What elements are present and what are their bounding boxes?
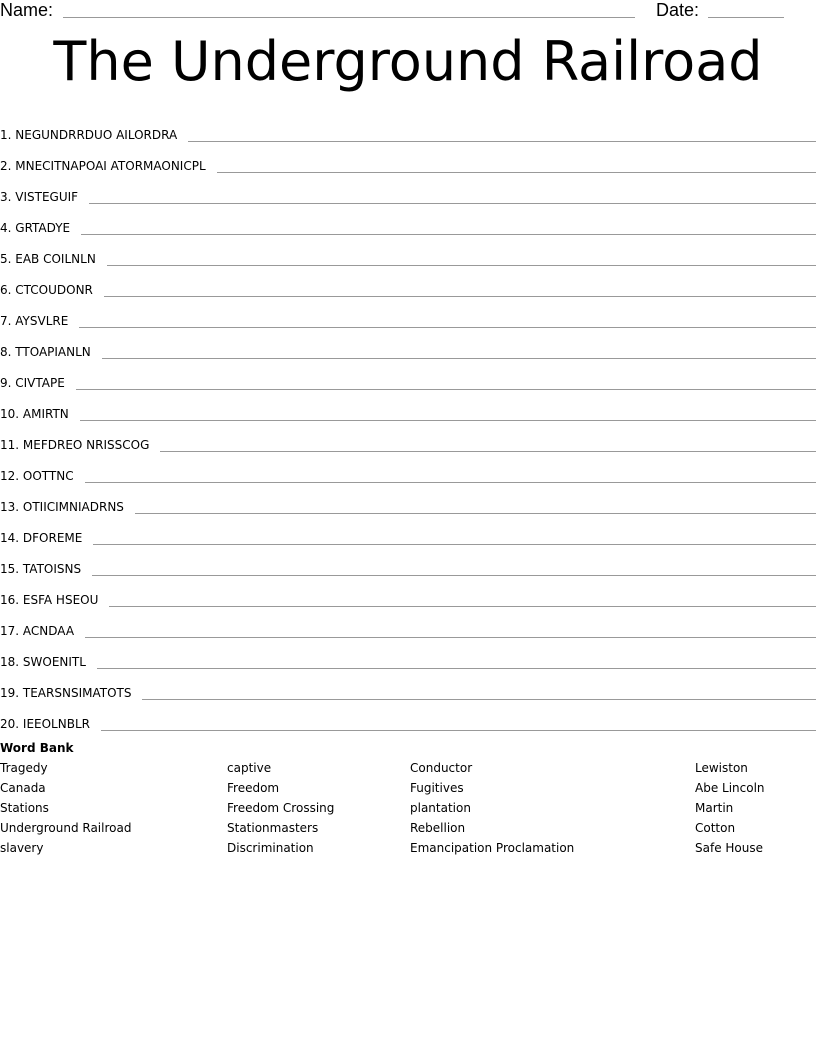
date-label: Date:	[656, 0, 700, 20]
question-row	[0, 267, 816, 298]
question-row	[0, 298, 816, 329]
scrambled-word: 18. SWOENITL	[0, 655, 86, 669]
answer-line[interactable]	[85, 481, 816, 483]
question-row	[0, 205, 816, 236]
answer-line[interactable]	[81, 233, 816, 235]
scrambled-word: 5. EAB COILNLN	[0, 252, 96, 266]
question-row	[0, 236, 816, 267]
word-bank-item: Emancipation Proclamation	[410, 841, 575, 855]
question-list	[0, 112, 816, 732]
answer-line[interactable]	[76, 388, 816, 390]
question-row	[0, 453, 816, 484]
question-row	[0, 639, 816, 670]
header-row	[0, 0, 816, 22]
scrambled-word: 12. OOTTNC	[0, 469, 74, 483]
answer-line[interactable]	[142, 698, 816, 700]
scrambled-word: 1. NEGUNDRRDUO AILORDRA	[0, 128, 178, 142]
answer-line[interactable]	[135, 512, 816, 514]
scrambled-word: 19. TEARSNSIMATOTS	[0, 686, 132, 700]
word-bank-item: Safe House	[695, 841, 763, 855]
answer-line[interactable]	[79, 326, 816, 328]
word-bank-item: slavery	[0, 841, 44, 855]
question-row	[0, 515, 816, 546]
scrambled-word: 15. TATOISNS	[0, 562, 82, 576]
word-bank-item: Freedom Crossing	[227, 801, 335, 815]
question-row	[0, 143, 816, 174]
word-bank-title: Word Bank	[0, 741, 74, 755]
word-bank-item: Rebellion	[410, 821, 466, 835]
word-bank-column	[695, 760, 765, 860]
word-bank-item: captive	[227, 761, 272, 775]
scrambled-word: 10. AMIRTN	[0, 407, 69, 421]
question-row	[0, 422, 816, 453]
word-bank-item: Lewiston	[695, 761, 748, 775]
scrambled-word: 9. CIVTAPE	[0, 376, 65, 390]
answer-line[interactable]	[93, 543, 816, 545]
name-label: Name:	[0, 0, 54, 20]
answer-line[interactable]	[92, 574, 816, 576]
page-title: The Underground Railroad	[53, 30, 763, 93]
word-bank-item: Tragedy	[0, 761, 48, 775]
word-bank-column	[410, 760, 574, 860]
word-bank-item: Freedom	[227, 781, 280, 795]
scrambled-word: 2. MNECITNAPOAI ATORMAONICPL	[0, 159, 206, 173]
word-bank-item: Abe Lincoln	[695, 781, 765, 795]
question-row	[0, 174, 816, 205]
scrambled-word: 3. VISTEGUIF	[0, 190, 79, 204]
answer-line[interactable]	[89, 202, 816, 204]
answer-line[interactable]	[217, 171, 816, 173]
date-answer-line[interactable]	[708, 17, 784, 18]
answer-line[interactable]	[85, 636, 816, 638]
answer-line[interactable]	[104, 295, 816, 297]
question-row	[0, 360, 816, 391]
word-bank-item: Martin	[695, 801, 734, 815]
word-bank-column	[227, 760, 334, 860]
question-row	[0, 608, 816, 639]
answer-line[interactable]	[80, 419, 816, 421]
scrambled-word: 11. MEFDREO NRISSCOG	[0, 438, 150, 452]
scrambled-word: 20. IEEOLNBLR	[0, 717, 90, 731]
word-bank-column	[0, 760, 131, 860]
answer-line[interactable]	[101, 729, 816, 731]
question-row	[0, 112, 816, 143]
scrambled-word: 8. TTOAPIANLN	[0, 345, 91, 359]
word-bank-item: Fugitives	[410, 781, 464, 795]
answer-line[interactable]	[107, 264, 816, 266]
word-bank-item: plantation	[410, 801, 471, 815]
scrambled-word: 14. DFOREME	[0, 531, 83, 545]
scrambled-word: 6. CTCOUDONR	[0, 283, 93, 297]
word-bank-item: Discrimination	[227, 841, 314, 855]
word-bank-item: Stationmasters	[227, 821, 319, 835]
scrambled-word: 17. ACNDAA	[0, 624, 75, 638]
answer-line[interactable]	[109, 605, 816, 607]
question-row	[0, 329, 816, 360]
question-row	[0, 546, 816, 577]
scrambled-word: 4. GRTADYE	[0, 221, 71, 235]
word-bank-item: Underground Railroad	[0, 821, 132, 835]
name-answer-line[interactable]	[63, 17, 635, 18]
answer-line[interactable]	[97, 667, 816, 669]
word-bank-item: Canada	[0, 781, 46, 795]
scrambled-word: 7. AYSVLRE	[0, 314, 69, 328]
word-bank-item: Conductor	[410, 761, 473, 775]
question-row	[0, 670, 816, 701]
question-row	[0, 484, 816, 515]
scrambled-word: 13. OTIICIMNIADRNS	[0, 500, 124, 514]
question-row	[0, 701, 816, 732]
question-row	[0, 577, 816, 608]
answer-line[interactable]	[160, 450, 816, 452]
answer-line[interactable]	[188, 140, 816, 142]
question-row	[0, 391, 816, 422]
scrambled-word: 16. ESFA HSEOU	[0, 593, 99, 607]
answer-line[interactable]	[102, 357, 816, 359]
word-bank-item: Stations	[0, 801, 49, 815]
word-bank-item: Cotton	[695, 821, 736, 835]
